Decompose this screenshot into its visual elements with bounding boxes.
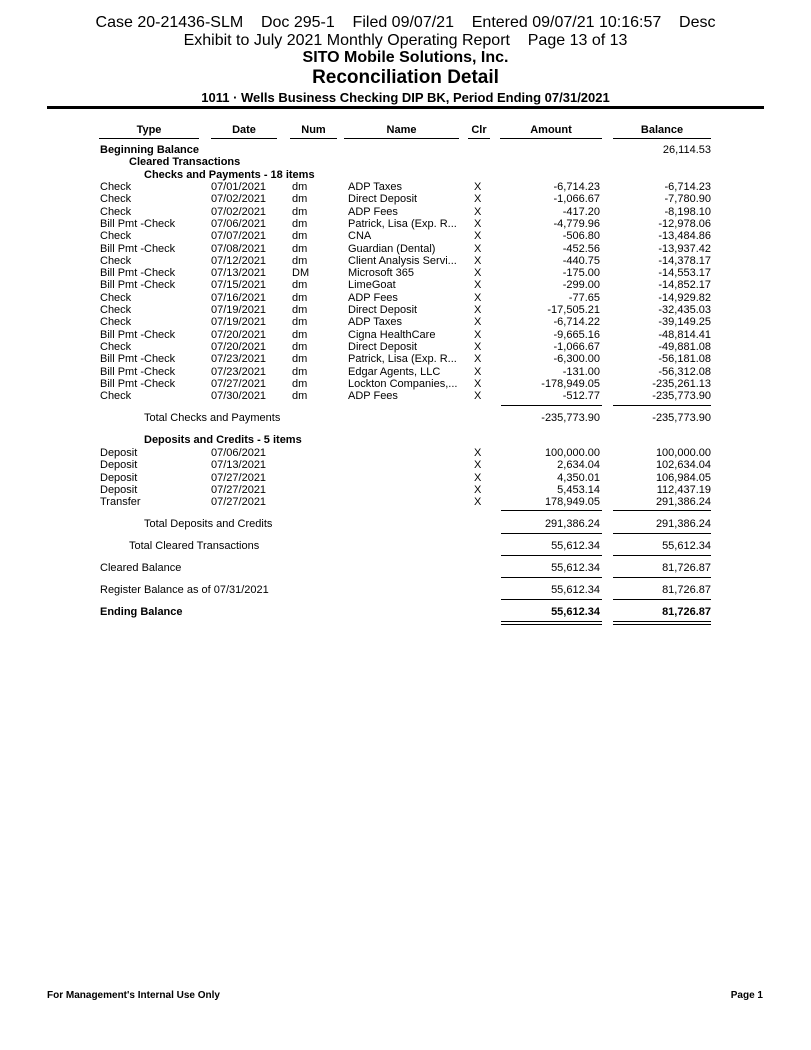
cell-amount: -4,779.96 xyxy=(553,217,600,230)
footer-internal-use: For Management's Internal Use Only xyxy=(47,990,220,1001)
ending-balance-row xyxy=(0,606,811,618)
cell-date: 07/23/2021 xyxy=(211,365,267,378)
column-header-clr: Clr xyxy=(468,124,490,139)
cell-num: dm xyxy=(292,279,308,292)
cell-balance: 106,984.05 xyxy=(655,471,711,484)
cell-clr: X xyxy=(474,304,482,316)
cell-date: 07/06/2021 xyxy=(211,217,267,230)
cell-type: Check xyxy=(100,205,132,218)
cell-date: 07/08/2021 xyxy=(211,242,267,255)
table-row xyxy=(0,378,811,390)
cell-amount: 100,000.00 xyxy=(544,447,600,459)
table-row xyxy=(0,255,811,267)
cell-clr: X xyxy=(474,365,482,378)
cell-date: 07/20/2021 xyxy=(211,328,267,341)
cell-amount: -17,505.21 xyxy=(547,304,600,316)
cell-name: Direct Deposit xyxy=(348,340,418,353)
cell-num: dm xyxy=(292,328,308,341)
cell-amount: 5,453.14 xyxy=(557,483,600,496)
cleared-balance-row xyxy=(0,562,811,574)
cell-name: ADP Fees xyxy=(348,291,398,304)
cell-type: Bill Pmt -Check xyxy=(100,377,176,390)
cell-date: 07/23/2021 xyxy=(211,353,267,366)
register-balance-balance: 81,726.87 xyxy=(662,584,711,596)
cell-clr: X xyxy=(474,267,482,280)
cell-amount: -299.00 xyxy=(562,279,600,292)
cell-clr: X xyxy=(474,279,482,292)
total-checks-amount: -235,773.90 xyxy=(541,412,600,424)
cell-date: 07/02/2021 xyxy=(211,193,267,206)
cell-clr: X xyxy=(474,496,482,509)
cell-date: 07/15/2021 xyxy=(211,279,267,292)
cell-type: Check xyxy=(100,390,132,403)
cell-type: Check xyxy=(100,304,132,316)
cell-num: DM xyxy=(292,267,310,280)
cell-name: Lockton Companies,... xyxy=(348,377,458,390)
cell-amount: -6,300.00 xyxy=(553,353,600,366)
column-header-balance: Balance xyxy=(613,124,711,139)
total-deposits-label: Total Deposits and Credits xyxy=(144,518,273,530)
cell-type: Bill Pmt -Check xyxy=(100,328,176,341)
cell-clr: X xyxy=(474,328,482,341)
cell-type: Check xyxy=(100,340,132,353)
table-row xyxy=(0,496,811,508)
cell-name: Direct Deposit xyxy=(348,193,418,206)
cell-num: dm xyxy=(292,316,308,329)
cell-balance: -56,181.08 xyxy=(658,353,711,366)
cell-balance: -39,149.25 xyxy=(658,316,711,329)
cell-type: Bill Pmt -Check xyxy=(100,217,176,230)
cell-balance: -12,978.06 xyxy=(658,217,711,230)
cell-amount: -1,066.67 xyxy=(553,340,600,353)
cell-clr: X xyxy=(474,254,482,267)
cell-amount: -175.00 xyxy=(562,267,600,280)
cell-date: 07/13/2021 xyxy=(211,267,267,280)
total-cleared-row xyxy=(0,540,811,552)
cell-amount: -178,949.05 xyxy=(541,377,600,390)
cell-balance: -7,780.90 xyxy=(664,193,711,206)
cell-type: Bill Pmt -Check xyxy=(100,242,176,255)
cell-date: 07/27/2021 xyxy=(211,377,267,390)
cell-num: dm xyxy=(292,377,308,390)
table-row xyxy=(0,243,811,255)
cell-type: Transfer xyxy=(100,496,141,509)
cell-clr: X xyxy=(474,340,482,353)
deposits-total-balance-rule xyxy=(613,533,711,534)
cell-num: dm xyxy=(292,365,308,378)
cell-name: Cigna HealthCare xyxy=(348,328,436,341)
cell-type: Bill Pmt -Check xyxy=(100,353,176,366)
cell-date: 07/27/2021 xyxy=(211,483,267,496)
cell-num: dm xyxy=(292,340,308,353)
cell-num: dm xyxy=(292,353,308,366)
cell-type: Check xyxy=(100,181,132,193)
total-checks-balance: -235,773.90 xyxy=(652,412,711,424)
cell-type: Deposit xyxy=(100,447,138,459)
total-deposits-balance: 291,386.24 xyxy=(655,518,711,530)
report-subtitle: 1011 · Wells Business Checking DIP BK, Period Ending 07/31/2021 xyxy=(201,90,610,105)
cell-balance: 102,634.04 xyxy=(655,459,711,472)
total-cleared-label: Total Cleared Transactions xyxy=(129,540,260,552)
ending-amount-double-rule-2 xyxy=(501,624,602,625)
deposits-section-heading xyxy=(0,434,811,446)
cell-amount: 178,949.05 xyxy=(544,496,600,509)
cell-type: Check xyxy=(100,230,132,243)
ending-balance-balance: 81,726.87 xyxy=(662,606,711,618)
total-checks-label: Total Checks and Payments xyxy=(144,412,281,424)
cell-clr: X xyxy=(474,217,482,230)
beginning-balance-label: Beginning Balance xyxy=(100,144,200,156)
cell-name: Client Analysis Servi... xyxy=(348,254,457,267)
cell-date: 07/19/2021 xyxy=(211,316,267,329)
deposits-amount-rule xyxy=(501,510,602,511)
table-row xyxy=(0,292,811,304)
cleared-balance-balance: 81,726.87 xyxy=(662,562,711,574)
cell-clr: X xyxy=(474,193,482,206)
cell-balance: -6,714.23 xyxy=(664,181,711,193)
table-row xyxy=(0,206,811,218)
cell-balance: -235,261.13 xyxy=(652,377,711,390)
table-row xyxy=(0,459,811,471)
cell-balance: -13,484.86 xyxy=(658,230,711,243)
table-row xyxy=(0,484,811,496)
cleared-amount-rule xyxy=(501,555,602,556)
table-row xyxy=(0,193,811,205)
cell-balance: -14,553.17 xyxy=(658,267,711,280)
cell-name: Patrick, Lisa (Exp. R... xyxy=(348,217,457,230)
cell-name: ADP Taxes xyxy=(348,181,403,193)
cell-clr: X xyxy=(474,242,482,255)
cell-amount: -6,714.22 xyxy=(553,316,600,329)
cell-date: 07/06/2021 xyxy=(211,447,267,459)
header-rule xyxy=(47,106,764,109)
cell-amount: -440.75 xyxy=(562,254,600,267)
cell-type: Check xyxy=(100,316,132,329)
cell-num: dm xyxy=(292,390,308,403)
column-header-amount: Amount xyxy=(500,124,602,139)
cell-amount: -506.80 xyxy=(562,230,600,243)
cell-balance: -14,378.17 xyxy=(658,254,711,267)
total-cleared-balance: 55,612.34 xyxy=(662,540,711,552)
cell-clr: X xyxy=(474,377,482,390)
cell-amount: -131.00 xyxy=(562,365,600,378)
cell-date: 07/13/2021 xyxy=(211,459,267,472)
cell-num: dm xyxy=(292,230,308,243)
table-row xyxy=(0,366,811,378)
cell-balance: -49,881.08 xyxy=(658,340,711,353)
cell-balance: -13,937.42 xyxy=(658,242,711,255)
table-row xyxy=(0,304,811,316)
cell-date: 07/20/2021 xyxy=(211,340,267,353)
cell-date: 07/19/2021 xyxy=(211,304,267,316)
ending-balance-double-rule-2 xyxy=(613,624,711,625)
cell-num: dm xyxy=(292,217,308,230)
checks-balance-rule xyxy=(613,405,711,406)
checks-section-label: Checks and Payments - 18 items xyxy=(144,169,315,181)
exhibit-header: Exhibit to July 2021 Monthly Operating Report Page 13 of 13 xyxy=(183,32,628,49)
table-row xyxy=(0,218,811,230)
register-balance-rule xyxy=(613,577,711,578)
cell-type: Bill Pmt -Check xyxy=(100,279,176,292)
ending-balance-rule xyxy=(613,599,711,600)
cell-balance: -48,814.41 xyxy=(658,328,711,341)
cell-clr: X xyxy=(474,390,482,403)
register-balance-amount: 55,612.34 xyxy=(551,584,600,596)
cell-balance: -56,312.08 xyxy=(658,365,711,378)
cell-date: 07/12/2021 xyxy=(211,254,267,267)
deposits-section-label: Deposits and Credits - 5 items xyxy=(144,434,302,446)
cell-type: Check xyxy=(100,193,132,206)
cell-clr: X xyxy=(474,316,482,329)
cell-clr: X xyxy=(474,205,482,218)
deposits-balance-rule xyxy=(613,510,711,511)
cell-balance: 100,000.00 xyxy=(655,447,711,459)
cell-type: Check xyxy=(100,291,132,304)
table-row xyxy=(0,316,811,328)
checks-section-heading xyxy=(0,169,811,181)
cell-balance: 291,386.24 xyxy=(655,496,711,509)
column-header-type: Type xyxy=(99,124,199,139)
cell-date: 07/27/2021 xyxy=(211,471,267,484)
beginning-balance-row xyxy=(0,144,811,156)
table-row xyxy=(0,447,811,459)
cell-num: dm xyxy=(292,304,308,316)
footer-page-number: Page 1 xyxy=(730,990,763,1001)
cell-type: Bill Pmt -Check xyxy=(100,267,176,280)
ending-balance-label: Ending Balance xyxy=(100,606,183,618)
cleared-transactions-heading xyxy=(0,156,811,168)
cell-clr: X xyxy=(474,483,482,496)
table-row xyxy=(0,390,811,402)
table-row xyxy=(0,472,811,484)
table-row xyxy=(0,279,811,291)
cleared-transactions-label: Cleared Transactions xyxy=(129,156,241,168)
cell-name: LimeGoat xyxy=(348,279,396,292)
total-checks-row xyxy=(0,412,811,424)
cell-clr: X xyxy=(474,447,482,459)
cell-balance: 112,437.19 xyxy=(656,483,711,496)
cleared-balance-amount: 55,612.34 xyxy=(551,562,600,574)
cell-clr: X xyxy=(474,230,482,243)
column-header-name: Name xyxy=(344,124,459,139)
ending-amount-double-rule-1 xyxy=(501,621,602,622)
register-balance-row xyxy=(0,584,811,596)
report-title: Reconciliation Detail xyxy=(312,67,499,88)
cell-clr: X xyxy=(474,291,482,304)
table-row xyxy=(0,353,811,365)
cell-amount: -417.20 xyxy=(562,205,600,218)
cell-amount: -77.65 xyxy=(568,291,600,304)
table-row xyxy=(0,329,811,341)
cell-type: Check xyxy=(100,254,132,267)
ending-balance-double-rule-1 xyxy=(613,621,711,622)
register-balance-label: Register Balance as of 07/31/2021 xyxy=(100,584,269,596)
cell-num: dm xyxy=(292,181,308,193)
table-row xyxy=(0,341,811,353)
cell-name: Microsoft 365 xyxy=(348,267,415,280)
cell-name: CNA xyxy=(348,230,372,243)
cleared-balance-rule xyxy=(613,555,711,556)
court-filing-header: Case 20-21436-SLM Doc 295-1 Filed 09/07/21 Entered 09/07/21 10:16:57 Desc xyxy=(95,14,716,31)
cell-balance: -8,198.10 xyxy=(664,205,711,218)
cell-date: 07/02/2021 xyxy=(211,205,267,218)
table-row xyxy=(0,181,811,193)
cell-amount: -452.56 xyxy=(562,242,600,255)
cleared-balance-label: Cleared Balance xyxy=(100,562,182,574)
cell-num: dm xyxy=(292,291,308,304)
cell-amount: -6,714.23 xyxy=(553,181,600,193)
cell-type: Deposit xyxy=(100,459,138,472)
ending-amount-rule xyxy=(501,599,602,600)
cell-clr: X xyxy=(474,459,482,472)
company-name: SITO Mobile Solutions, Inc. xyxy=(302,49,509,66)
cell-name: ADP Taxes xyxy=(348,316,403,329)
cell-type: Deposit xyxy=(100,471,138,484)
deposits-total-amount-rule xyxy=(501,533,602,534)
cell-amount: 4,350.01 xyxy=(557,471,600,484)
register-amount-rule xyxy=(501,577,602,578)
cell-num: dm xyxy=(292,254,308,267)
cell-amount: -512.77 xyxy=(562,390,600,403)
cell-name: Patrick, Lisa (Exp. R... xyxy=(348,353,457,366)
total-deposits-amount: 291,386.24 xyxy=(544,518,600,530)
cell-amount: 2,634.04 xyxy=(557,459,600,472)
cell-balance: -235,773.90 xyxy=(652,390,711,403)
cell-amount: -1,066.67 xyxy=(553,193,600,206)
cell-type: Bill Pmt -Check xyxy=(100,365,176,378)
cell-type: Deposit xyxy=(100,483,138,496)
column-header-num: Num xyxy=(290,124,337,139)
cell-num: dm xyxy=(292,242,308,255)
cell-name: ADP Fees xyxy=(348,390,398,403)
table-row xyxy=(0,230,811,242)
total-deposits-row xyxy=(0,518,811,530)
table-row xyxy=(0,267,811,279)
cell-name: ADP Fees xyxy=(348,205,398,218)
cell-name: Guardian (Dental) xyxy=(348,242,436,255)
cell-amount: -9,665.16 xyxy=(553,328,600,341)
beginning-balance-value: 26,114.53 xyxy=(662,144,711,156)
cell-date: 07/30/2021 xyxy=(211,390,267,403)
cell-clr: X xyxy=(474,471,482,484)
total-cleared-amount: 55,612.34 xyxy=(551,540,600,552)
cell-num: dm xyxy=(292,205,308,218)
cell-date: 07/27/2021 xyxy=(211,496,267,509)
column-header-date: Date xyxy=(211,124,277,139)
cell-clr: X xyxy=(474,181,482,193)
ending-balance-amount: 55,612.34 xyxy=(551,606,600,618)
cell-name: Direct Deposit xyxy=(348,304,418,316)
cell-num: dm xyxy=(292,193,308,206)
cell-date: 07/01/2021 xyxy=(211,181,267,193)
cell-balance: -14,852.17 xyxy=(658,279,711,292)
cell-date: 07/16/2021 xyxy=(211,291,267,304)
cell-clr: X xyxy=(474,353,482,366)
cell-name: Edgar Agents, LLC xyxy=(348,365,441,378)
cell-balance: -32,435.03 xyxy=(658,304,711,316)
cell-balance: -14,929.82 xyxy=(658,291,711,304)
checks-amount-rule xyxy=(501,405,602,406)
cell-date: 07/07/2021 xyxy=(211,230,267,243)
